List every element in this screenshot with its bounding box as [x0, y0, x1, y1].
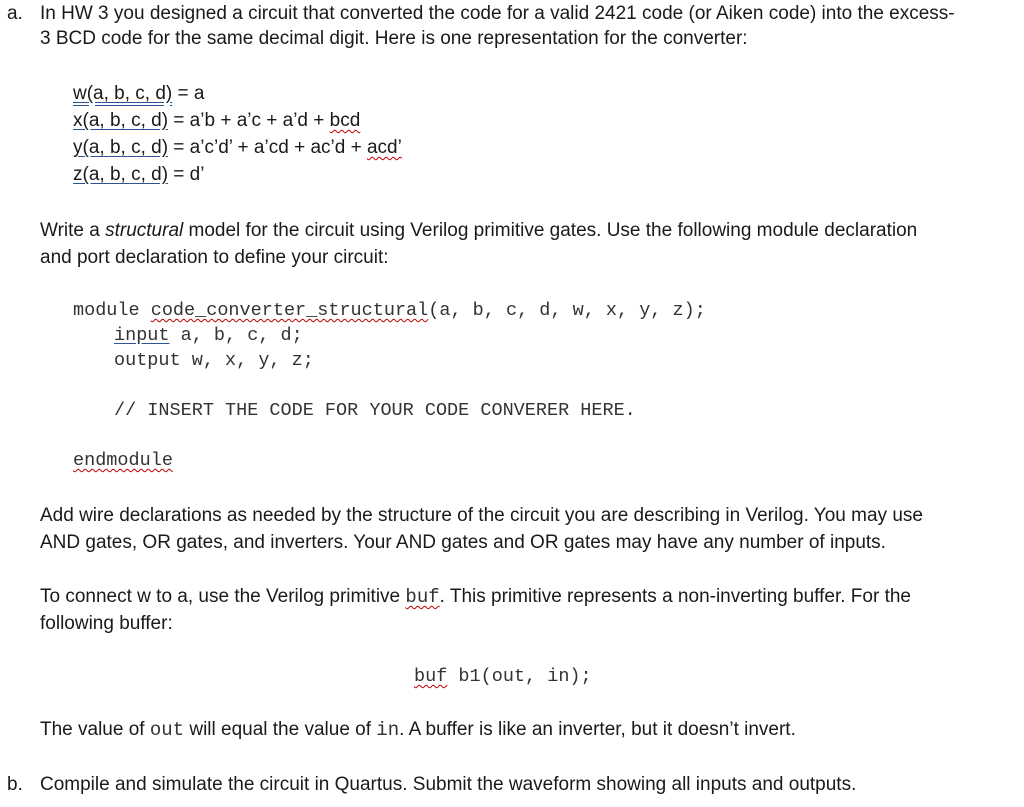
equation-z: [73, 161, 204, 188]
equation-y: [73, 134, 402, 161]
buf-keyword: buf: [414, 666, 448, 687]
value-out-code: out: [149, 719, 185, 741]
write-post: model for the circuit using Verilog primitive gates. Use the following module declaration: [183, 220, 918, 241]
buf-rest: b1(out, in);: [447, 666, 592, 687]
intro-line-2: 3 BCD code for the same decimal digit. Here is one representation for the converter:: [40, 28, 748, 49]
connect-line-1: [40, 583, 911, 611]
connect-post: . This primitive represents a non-inverting buffer. For the: [439, 586, 911, 607]
value-mid: will equal the value of: [184, 719, 377, 740]
connect-line-2: following buffer:: [40, 613, 173, 634]
equation-y-function: y(a, b, c, d): [73, 137, 169, 158]
equation-z-rhs: = d’: [168, 164, 205, 185]
code-input-keyword: input: [114, 325, 170, 346]
write-line-2: and port declaration to define your circuit:: [40, 247, 389, 268]
equation-z-function: z(a, b, c, d): [73, 164, 169, 185]
code-output-line: output w, x, y, z;: [114, 350, 314, 371]
equation-w-function: w(a, b, c, d): [73, 83, 173, 104]
part-a-label: a.: [7, 3, 23, 24]
equation-y-rhs: = a’c’d’ + a’cd + ac’d +: [168, 137, 367, 158]
code-module-name: code_converter_structural: [150, 300, 429, 321]
part-b-text: Compile and simulate the circuit in Quartus. Submit the waveform showing all inputs and outputs.: [40, 774, 857, 795]
equation-w: [73, 80, 204, 107]
equation-x-function: x(a, b, c, d): [73, 110, 169, 131]
code-endmodule: endmodule: [73, 450, 173, 471]
code-input-line: [114, 323, 303, 348]
equation-w-rhs: = a: [172, 83, 205, 104]
code-module-line: [73, 298, 706, 323]
write-pre: Write a: [40, 220, 106, 241]
code-module-ports: (a, b, c, d, w, x, y, z);: [428, 300, 706, 321]
wire-line-2: AND gates, OR gates, and inverters. Your AND gates and OR gates may have any number of inputs.: [40, 532, 886, 553]
connect-buf-code: buf: [405, 586, 440, 608]
equation-x-rhs: = a’b + a’c + a’d +: [168, 110, 330, 131]
equation-x-term: bcd: [329, 110, 361, 131]
write-emphasis: structural: [105, 220, 184, 241]
connect-pre: To connect w to a, use the Verilog primitive: [40, 586, 406, 607]
part-b-label: b.: [7, 774, 23, 795]
code-module-keyword: module: [73, 300, 151, 321]
code-comment: // INSERT THE CODE FOR YOUR CODE CONVERER HERE.: [114, 400, 636, 421]
equation-x: [73, 107, 360, 134]
write-line-1: [40, 217, 917, 244]
value-post: . A buffer is like an inverter, but it doesn’t invert.: [399, 719, 796, 740]
buf-example: [414, 664, 592, 689]
intro-line-1: In HW 3 you designed a circuit that converted the code for a valid 2421 code (or Aiken code) into the excess-: [40, 3, 955, 24]
wire-line-1: Add wire declarations as needed by the structure of the circuit you are describing in Verilog. You may use: [40, 505, 923, 526]
value-in-code: in: [376, 719, 400, 741]
code-input-ports: a, b, c, d;: [169, 325, 303, 346]
equation-y-term: acd’: [366, 137, 402, 158]
value-pre: The value of: [40, 719, 150, 740]
value-line: [40, 716, 796, 744]
